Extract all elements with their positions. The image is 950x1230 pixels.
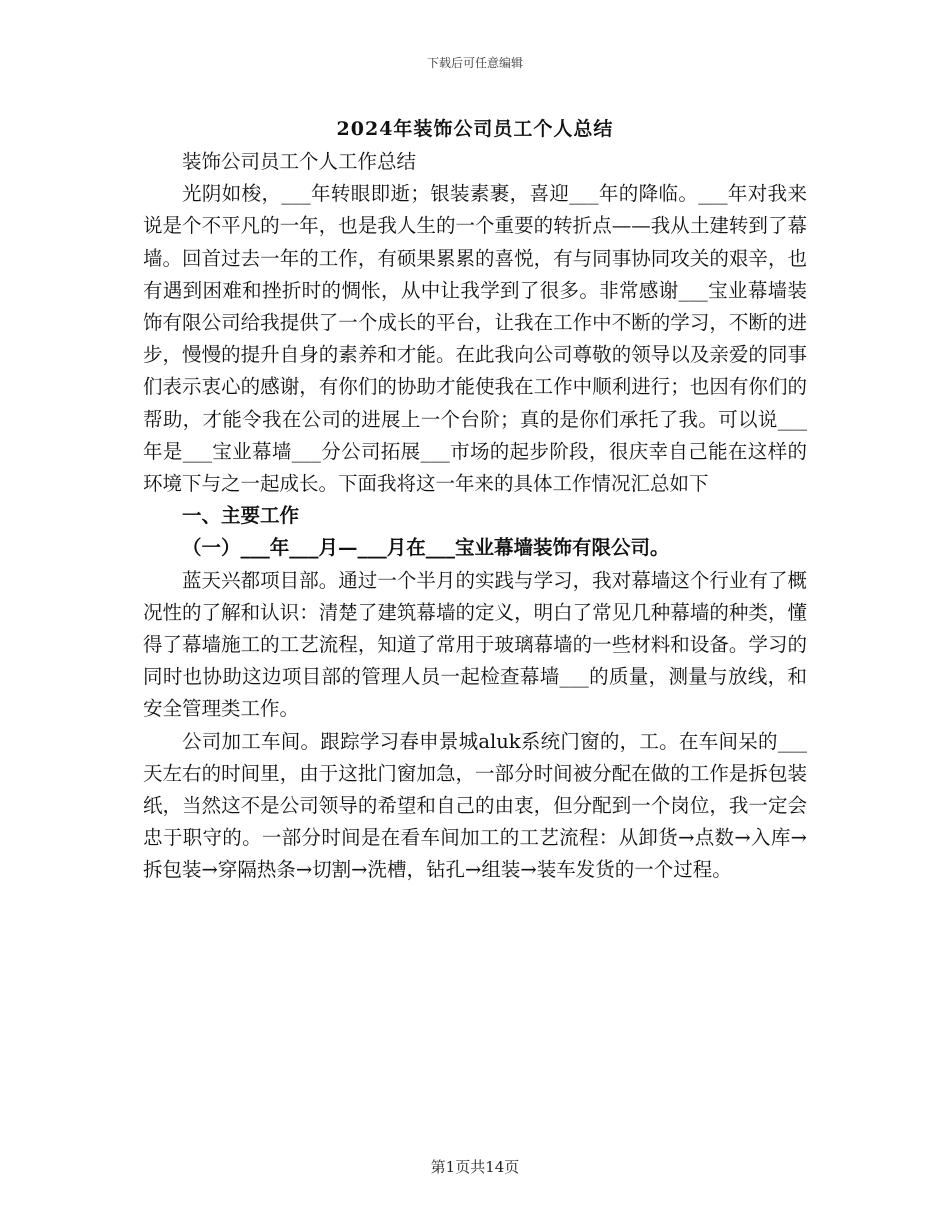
section-heading-main-work: 一、主要工作	[182, 504, 300, 528]
paragraph-workshop: 公司加工车间。跟踪学习春申景城aluk系统门窗的，工。在车间呆的___天左右的时间里，由于这批门窗加急，一部分时间被分配在做的工作是拆包装纸，当然这不是公司领导的希望和自己的由衷，但分配到一个岗位，我一定会忠于职守的。一部分时间是在看车间加工的工艺流程：从卸货→点数→入库→拆包装→穿隔热条→切割→洗槽，钻孔→组装→装车发货的一个过程。	[143, 729, 807, 882]
document-body	[143, 146, 807, 887]
paragraph-intro: 光阴如梭，___年转眼即逝；银装素裹，喜迎___年的降临。___年对我来说是个不平凡的一年，也是我人生的一个重要的转折点——我从土建转到了幕墙。回首过去一年的工作，有硕果累累的喜悦，有与同事协同攻关的艰辛，也有遇到困难和挫折时的惆怅，从中让我学到了很多。非常感谢___宝业幕墙装饰有限公司给我提供了一个成长的平台，让我在工作中不断的学习，不断的进步，慢慢的提升自身的素养和才能。在此我向公司尊敬的领导以及亲爱的同事们表示衷心的感谢，有你们的协助才能使我在工作中顺利进行；也因有你们的帮助，才能令我在公司的进展上一个台阶；真的是你们承托了我。可以说___年是___宝业幕墙___分公司拓展___市场的起步阶段，很庆幸自己能在这样的环境下与之一起成长。下面我将这一年来的具体工作情况汇总如下	[143, 182, 807, 496]
document-title: 2024年装饰公司员工个人总结	[336, 118, 614, 140]
page-footer-number: 第1页共14页	[430, 1158, 520, 1176]
subsection-heading-1: （一）___年___月—___月在___宝业幕墙装饰有限公司。	[182, 536, 670, 560]
paragraph-project-department: 蓝天兴都项目部。通过一个半月的实践与学习，我对幕墙这个行业有了概况性的了解和认识：清楚了建筑幕墙的定义，明白了常见几种幕墙的种类，懂得了幕墙施工的工艺流程，知道了常用于玻璃幕墙的一些材料和设备。学习的同时也协助这边项目部的管理人员一起检查幕墙___的质量，测量与放线，和安全管理类工作。	[143, 568, 807, 721]
paragraph-subtitle: 装饰公司员工个人工作总结	[182, 150, 417, 173]
page-header-note: 下载后可任意编辑	[426, 56, 523, 70]
